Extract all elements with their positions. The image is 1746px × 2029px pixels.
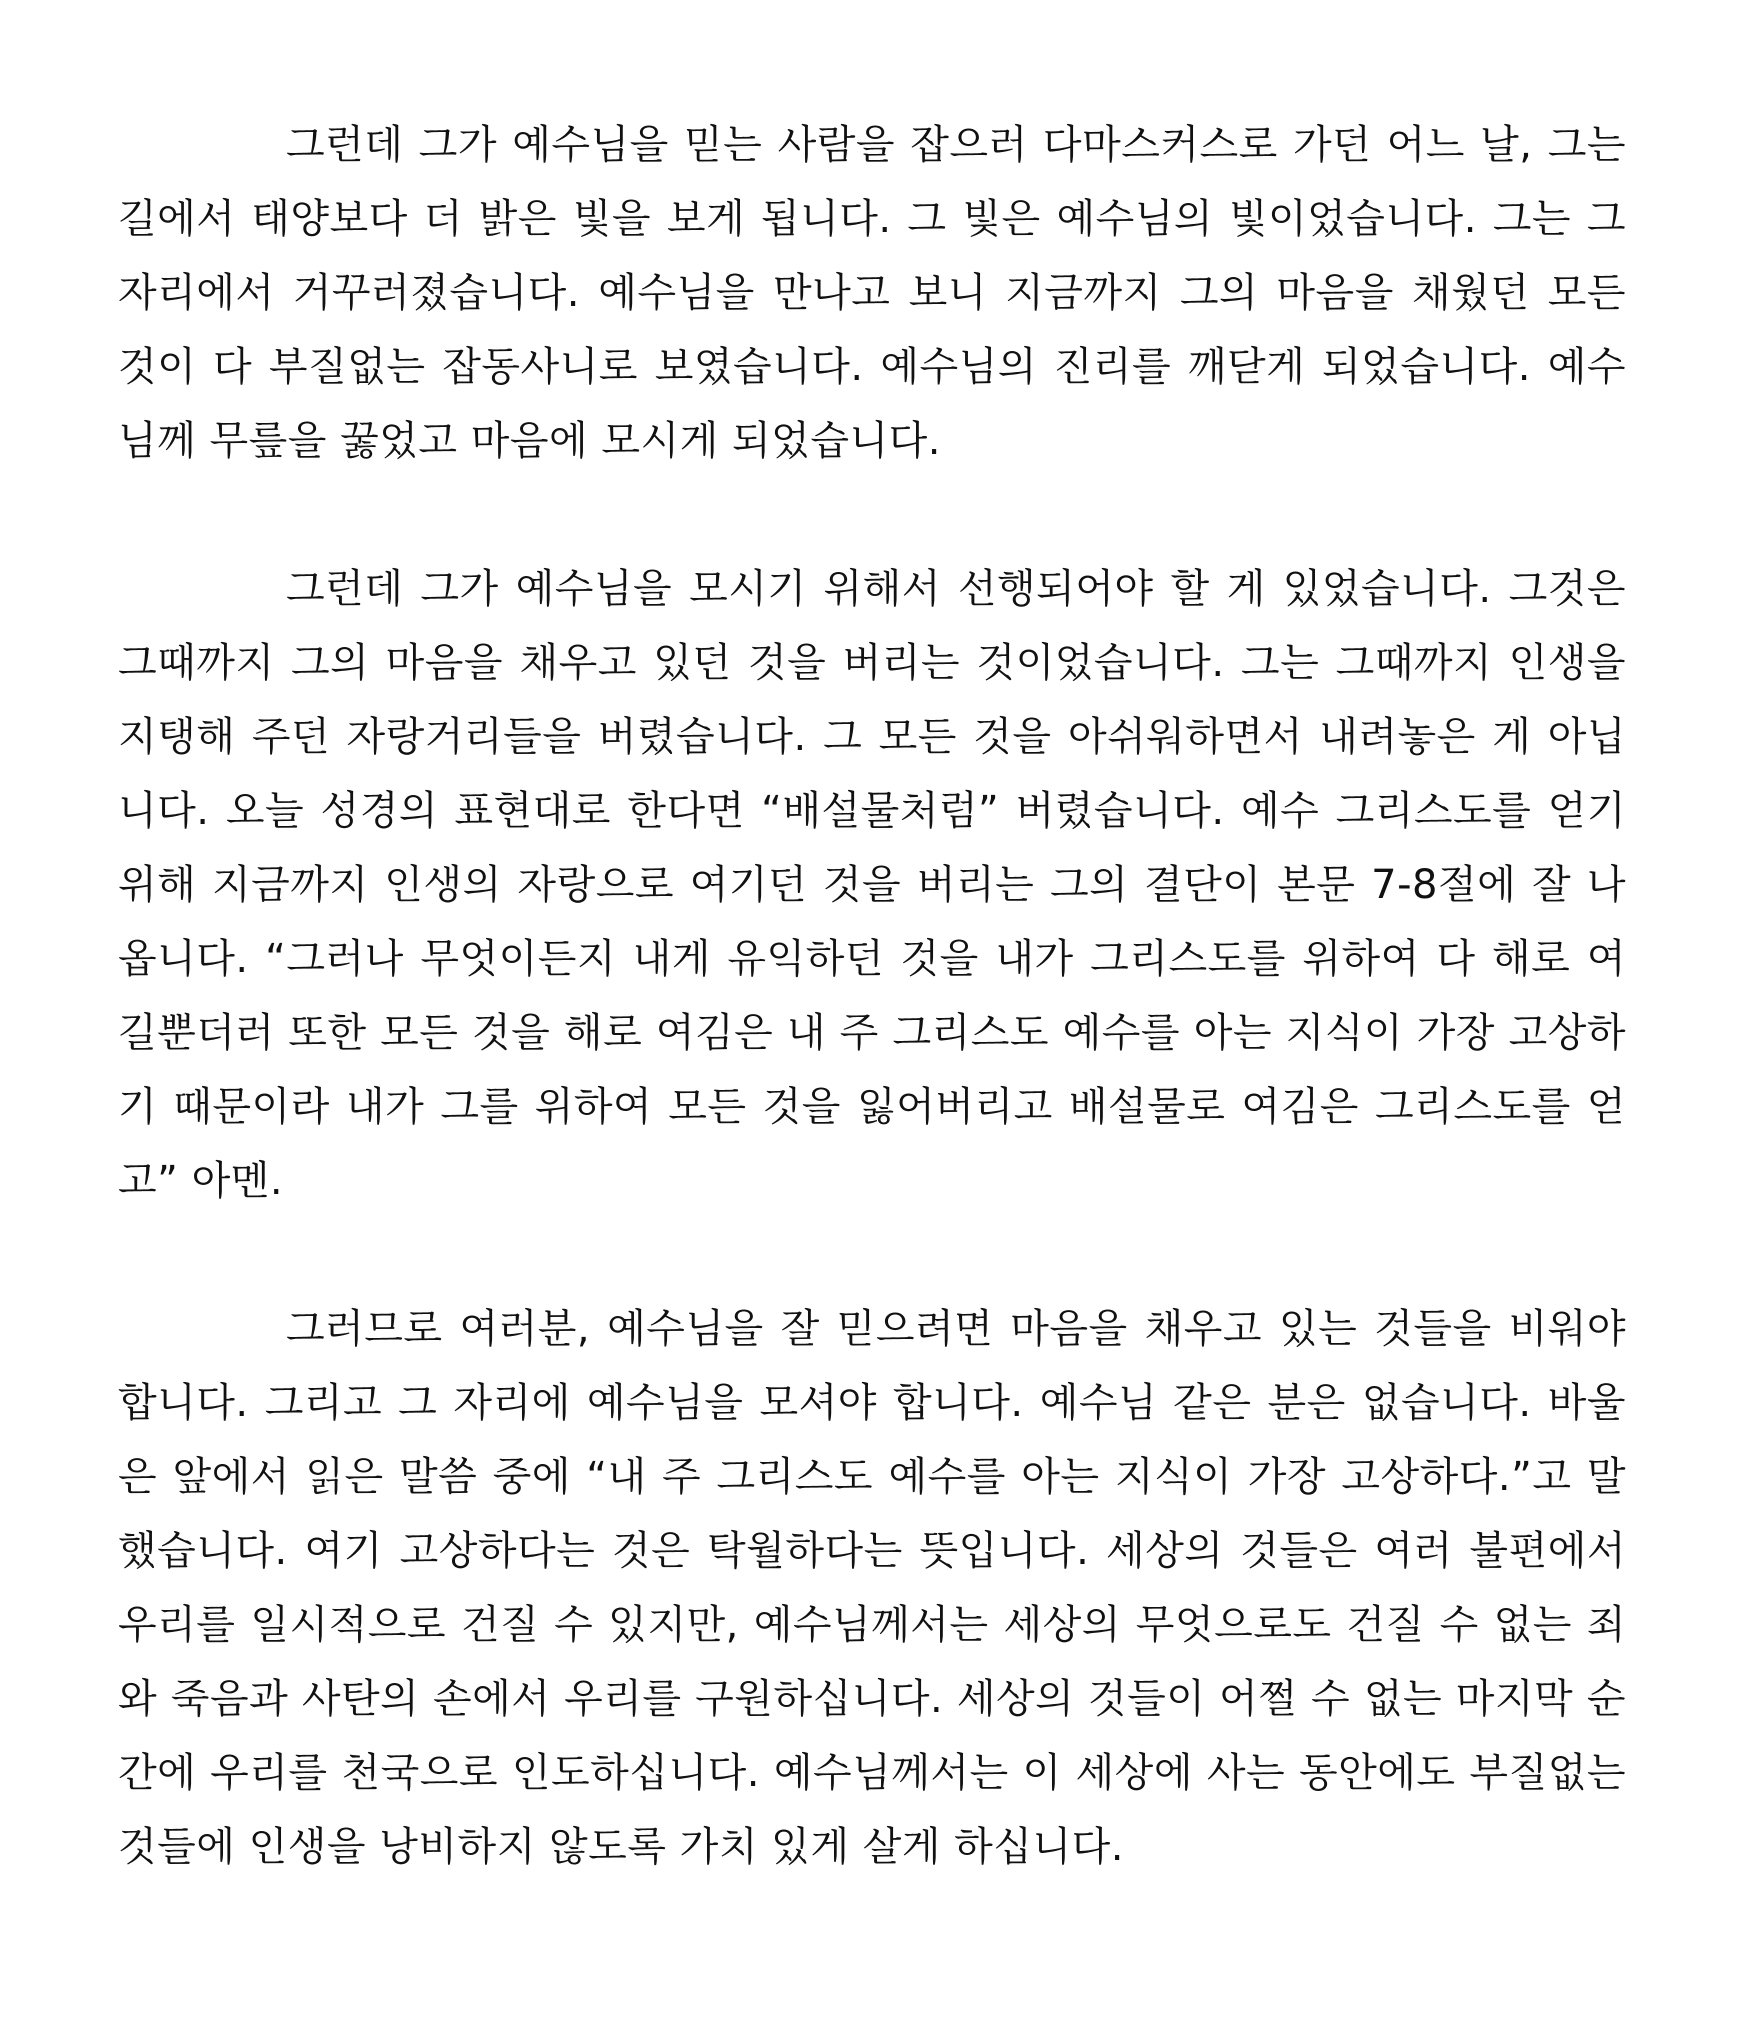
paragraph-2: 그런데 그가 예수님을 모시기 위해서 선행되어야 할 게 있었습니다. 그것은 그때까지 그의 마음을 채우고 있던 것을 버리는 것이었습니다. 그는 그때까지 인생을 지탱해 주던 자랑거리들을 버렸습니다. 그 모든 것을 아쉬워하면서 내려놓은 게 아닙니다. 오늘 성경의 표현대로 한다면 “배설물처럼” 버렸습니다. 예수 그리스도를 얻기 위해 지금까지 인생의 자랑으로 여기던 것을 버리는 그의 결단이 본문 7-8절에 잘 나옵니다. “그러나 무엇이든지 내게 유익하던 것을 내가 그리스도를 위하여 다 해로 여길뿐더러 또한 모든 것을 해로 여김은 내 주 그리스도 예수를 아는 지식이 가장 고상하기 때문이라 내가 그를 위하여 모든 것을 잃어버리고 배설물로 여김은 그리스도를 얻고” 아멘. — [118, 566, 1626, 1204]
paragraph-3: 그러므로 여러분, 예수님을 잘 믿으려면 마음을 채우고 있는 것들을 비워야 합니다. 그리고 그 자리에 예수님을 모셔야 합니다. 예수님 같은 분은 없습니다. 바울은 앞에서 읽은 말씀 중에 “내 주 그리스도 예수를 아는 지식이 가장 고상하다.”고 말했습니다. 여기 고상하다는 것은 탁월하다는 뜻입니다. 세상의 것들은 여러 불편에서 우리를 일시적으로 건질 수 있지만, 예수님께서는 세상의 무엇으로도 건질 수 없는 죄와 죽음과 사탄의 손에서 우리를 구원하십니다. 세상의 것들이 어쩔 수 없는 마지막 순간에 우리를 천국으로 인도하십니다. 예수님께서는 이 세상에 사는 동안에도 부질없는 것들에 인생을 낭비하지 않도록 가치 있게 살게 하십니다. — [118, 1306, 1626, 1870]
document-page — [118, 108, 1626, 1884]
paragraph-1: 그런데 그가 예수님을 믿는 사람을 잡으러 다마스커스로 가던 어느 날, 그는 길에서 태양보다 더 밝은 빛을 보게 됩니다. 그 빛은 예수님의 빛이었습니다. 그는 그 자리에서 거꾸러졌습니다. 예수님을 만나고 보니 지금까지 그의 마음을 채웠던 모든 것이 다 부질없는 잡동사니로 보였습니다. 예수님의 진리를 깨닫게 되었습니다. 예수님께 무릎을 꿇었고 마음에 모시게 되었습니다. — [118, 122, 1626, 464]
